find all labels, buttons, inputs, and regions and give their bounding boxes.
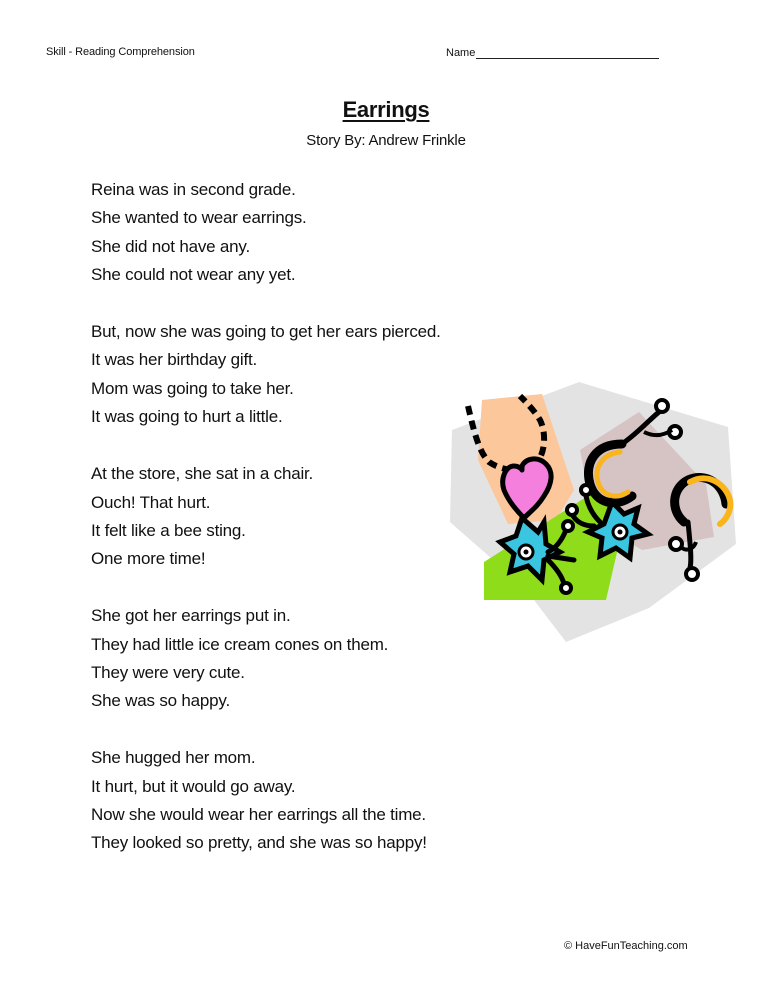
story-byline: Story By: Andrew Frinkle [306, 132, 466, 149]
story-line: They were very cute. [91, 662, 245, 682]
story-line: One more time! [91, 549, 206, 569]
story-body [91, 176, 441, 886]
name-label: Name [446, 47, 476, 59]
story-paragraph [91, 744, 441, 858]
story-line: Reina was in second grade. [91, 180, 296, 199]
earrings-clipart-icon [444, 372, 744, 652]
story-line: Ouch! That hurt. [91, 492, 211, 512]
story-line: She could not wear any yet. [91, 265, 296, 285]
story-line: They had little ice cream cones on them. [91, 634, 389, 654]
story-paragraph [91, 176, 441, 290]
story-paragraph [91, 602, 441, 716]
story-line: It was her birthday gift. [91, 350, 258, 370]
story-line: She did not have any. [91, 236, 250, 256]
skill-label: Skill - Reading Comprehension [46, 46, 195, 58]
story-line: Mom was going to take her. [91, 378, 294, 398]
story-paragraph [91, 318, 441, 432]
story-line: Now she would wear her earrings all the time. [91, 805, 426, 825]
story-line: She wanted to wear earrings. [91, 208, 307, 228]
copyright-footer: © HaveFunTeaching.com [564, 940, 688, 952]
story-line: But, now she was going to get her ears pierced. [91, 322, 441, 342]
story-line: She got her earrings put in. [91, 606, 291, 626]
story-line: It was going to hurt a little. [91, 407, 283, 427]
name-blank-line [476, 46, 659, 59]
story-line: They looked so pretty, and she was so happy! [91, 833, 427, 853]
story-title: Earrings [342, 97, 430, 122]
story-line: She hugged her mom. [91, 748, 256, 768]
story-line: It hurt, but it would go away. [91, 776, 296, 796]
name-field [446, 46, 659, 59]
story-line: It felt like a bee sting. [91, 520, 246, 540]
story-paragraph [91, 460, 441, 574]
story-line: At the store, she sat in a chair. [91, 464, 314, 484]
story-line: She was so happy. [91, 691, 230, 711]
